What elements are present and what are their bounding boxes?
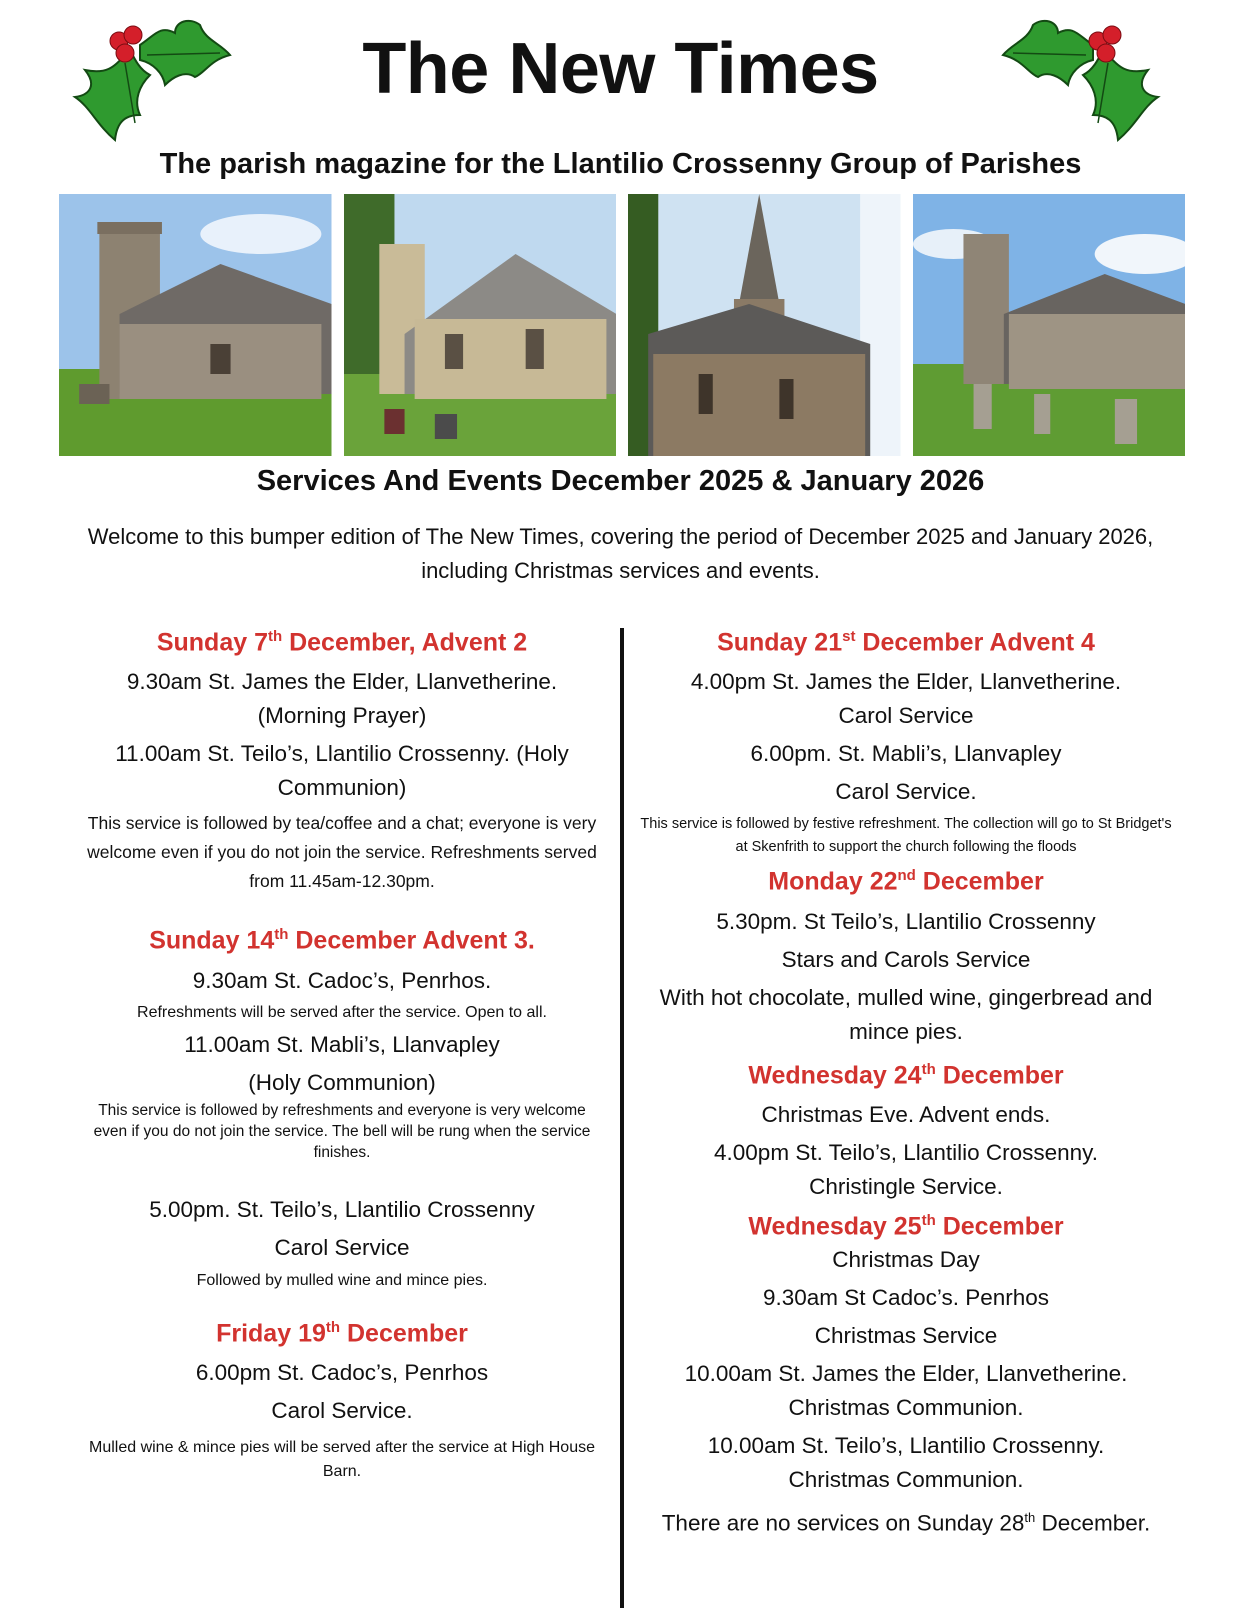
church-photo-3 — [628, 194, 901, 456]
service-line: Christingle Service. — [809, 1173, 1003, 1199]
service-line: 11.00am St. Teilo’s, Llantilio Crossenny. (Holy Communion) — [115, 741, 569, 801]
service-line: With hot chocolate, mulled wine, gingerbread and mince pies. — [659, 984, 1153, 1044]
service-line: 4.00pm St. Teilo’s, Llantilio Crossenny. — [714, 1139, 1098, 1165]
service-line: 10.00am St. James the Elder, Llanvetherine. — [684, 1361, 1128, 1387]
service-line: 5.00pm. St. Teilo’s, Llantilio Crossenny — [149, 1196, 535, 1222]
service-line: 11.00am St. Mabli’s, Llanvapley — [184, 1031, 500, 1057]
service-line: 9.30am St. James the Elder, Llanvetherine. — [126, 669, 558, 695]
date-heading: Sunday 7th December, Advent 2 — [156, 628, 528, 657]
church-photo-1 — [59, 194, 332, 456]
service-line: 9.30am St Cadoc’s. Penrhos — [763, 1285, 1049, 1311]
service-line: Stars and Carols Service — [781, 946, 1031, 972]
church-photo-4 — [913, 194, 1186, 456]
service-line: 4.00pm St. James the Elder, Llanvetherine. — [690, 669, 1122, 695]
date-heading: Sunday 21st December Advent 4 — [717, 628, 1095, 657]
church-photos — [59, 194, 1185, 456]
service-note: This service is followed by refreshments and everyone is very welcome even if you do not join the service. The bell will be rung when the service finishes. — [93, 1101, 591, 1161]
left-column — [72, 620, 612, 1484]
service-note: This service is followed by festive refreshment. The collection will go to St Bridget's at Skenfrith to support the church following the floods — [640, 816, 1172, 856]
service-line: 6.00pm St. Cadoc’s, Penrhos — [195, 1359, 489, 1385]
church-photo-2 — [344, 194, 617, 456]
service-line: Christmas Communion. — [788, 1395, 1024, 1421]
date-heading: Wednesday 25th December — [748, 1211, 1064, 1241]
date-heading: Wednesday 24th December — [748, 1060, 1064, 1089]
column-divider — [620, 628, 624, 1608]
service-line: 5.30pm. St Teilo’s, Llantilio Crossenny — [716, 908, 1096, 934]
service-line: There are no services on Sunday 28th December. — [661, 1510, 1151, 1536]
service-line: Christmas Day — [832, 1247, 980, 1273]
service-note: Followed by mulled wine and mince pies. — [196, 1271, 488, 1289]
service-line: Christmas Communion. — [788, 1467, 1024, 1493]
service-line: Carol Service — [838, 703, 974, 729]
service-note: This service is followed by tea/coffee and a chat; everyone is very welcome even if you do not join the service. Refreshments served from 11.45am-12.30pm. — [87, 813, 597, 892]
service-note: Refreshments will be served after the service. Open to all. — [137, 1003, 547, 1021]
service-line: Carol Service. — [271, 1397, 413, 1423]
intro-text: Welcome to this bumper edition of The New Times, covering the period of December 2025 and January 2026, including Christmas services and events. — [87, 524, 1154, 583]
service-line: (Morning Prayer) — [257, 703, 427, 729]
section-heading: Services And Events December 2025 & January 2026 — [256, 465, 985, 497]
service-line: 9.30am St. Cadoc’s, Penrhos. — [192, 967, 492, 993]
service-line: Christmas Eve. Advent ends. — [761, 1101, 1051, 1127]
service-note: Mulled wine & mince pies will be served after the service at High House Barn. — [88, 1438, 595, 1480]
service-line: Carol Service. — [835, 779, 977, 805]
service-line: Carol Service — [274, 1234, 410, 1260]
service-line: 6.00pm. St. Mabli’s, Llanvapley — [750, 741, 1062, 767]
date-heading: Sunday 14th December Advent 3. — [149, 926, 535, 955]
date-heading: Friday 19th December — [216, 1318, 468, 1347]
right-column — [636, 620, 1176, 1541]
date-heading: Monday 22nd December — [768, 867, 1044, 896]
page-subtitle: The parish magazine for the Llantilio Crossenny Group of Parishes — [159, 148, 1082, 180]
page-title: The New Times — [362, 29, 879, 109]
service-line: 10.00am St. Teilo’s, Llantilio Crossenny. — [707, 1433, 1105, 1459]
service-line: Christmas Service — [814, 1323, 998, 1349]
service-line: (Holy Communion) — [248, 1069, 436, 1095]
